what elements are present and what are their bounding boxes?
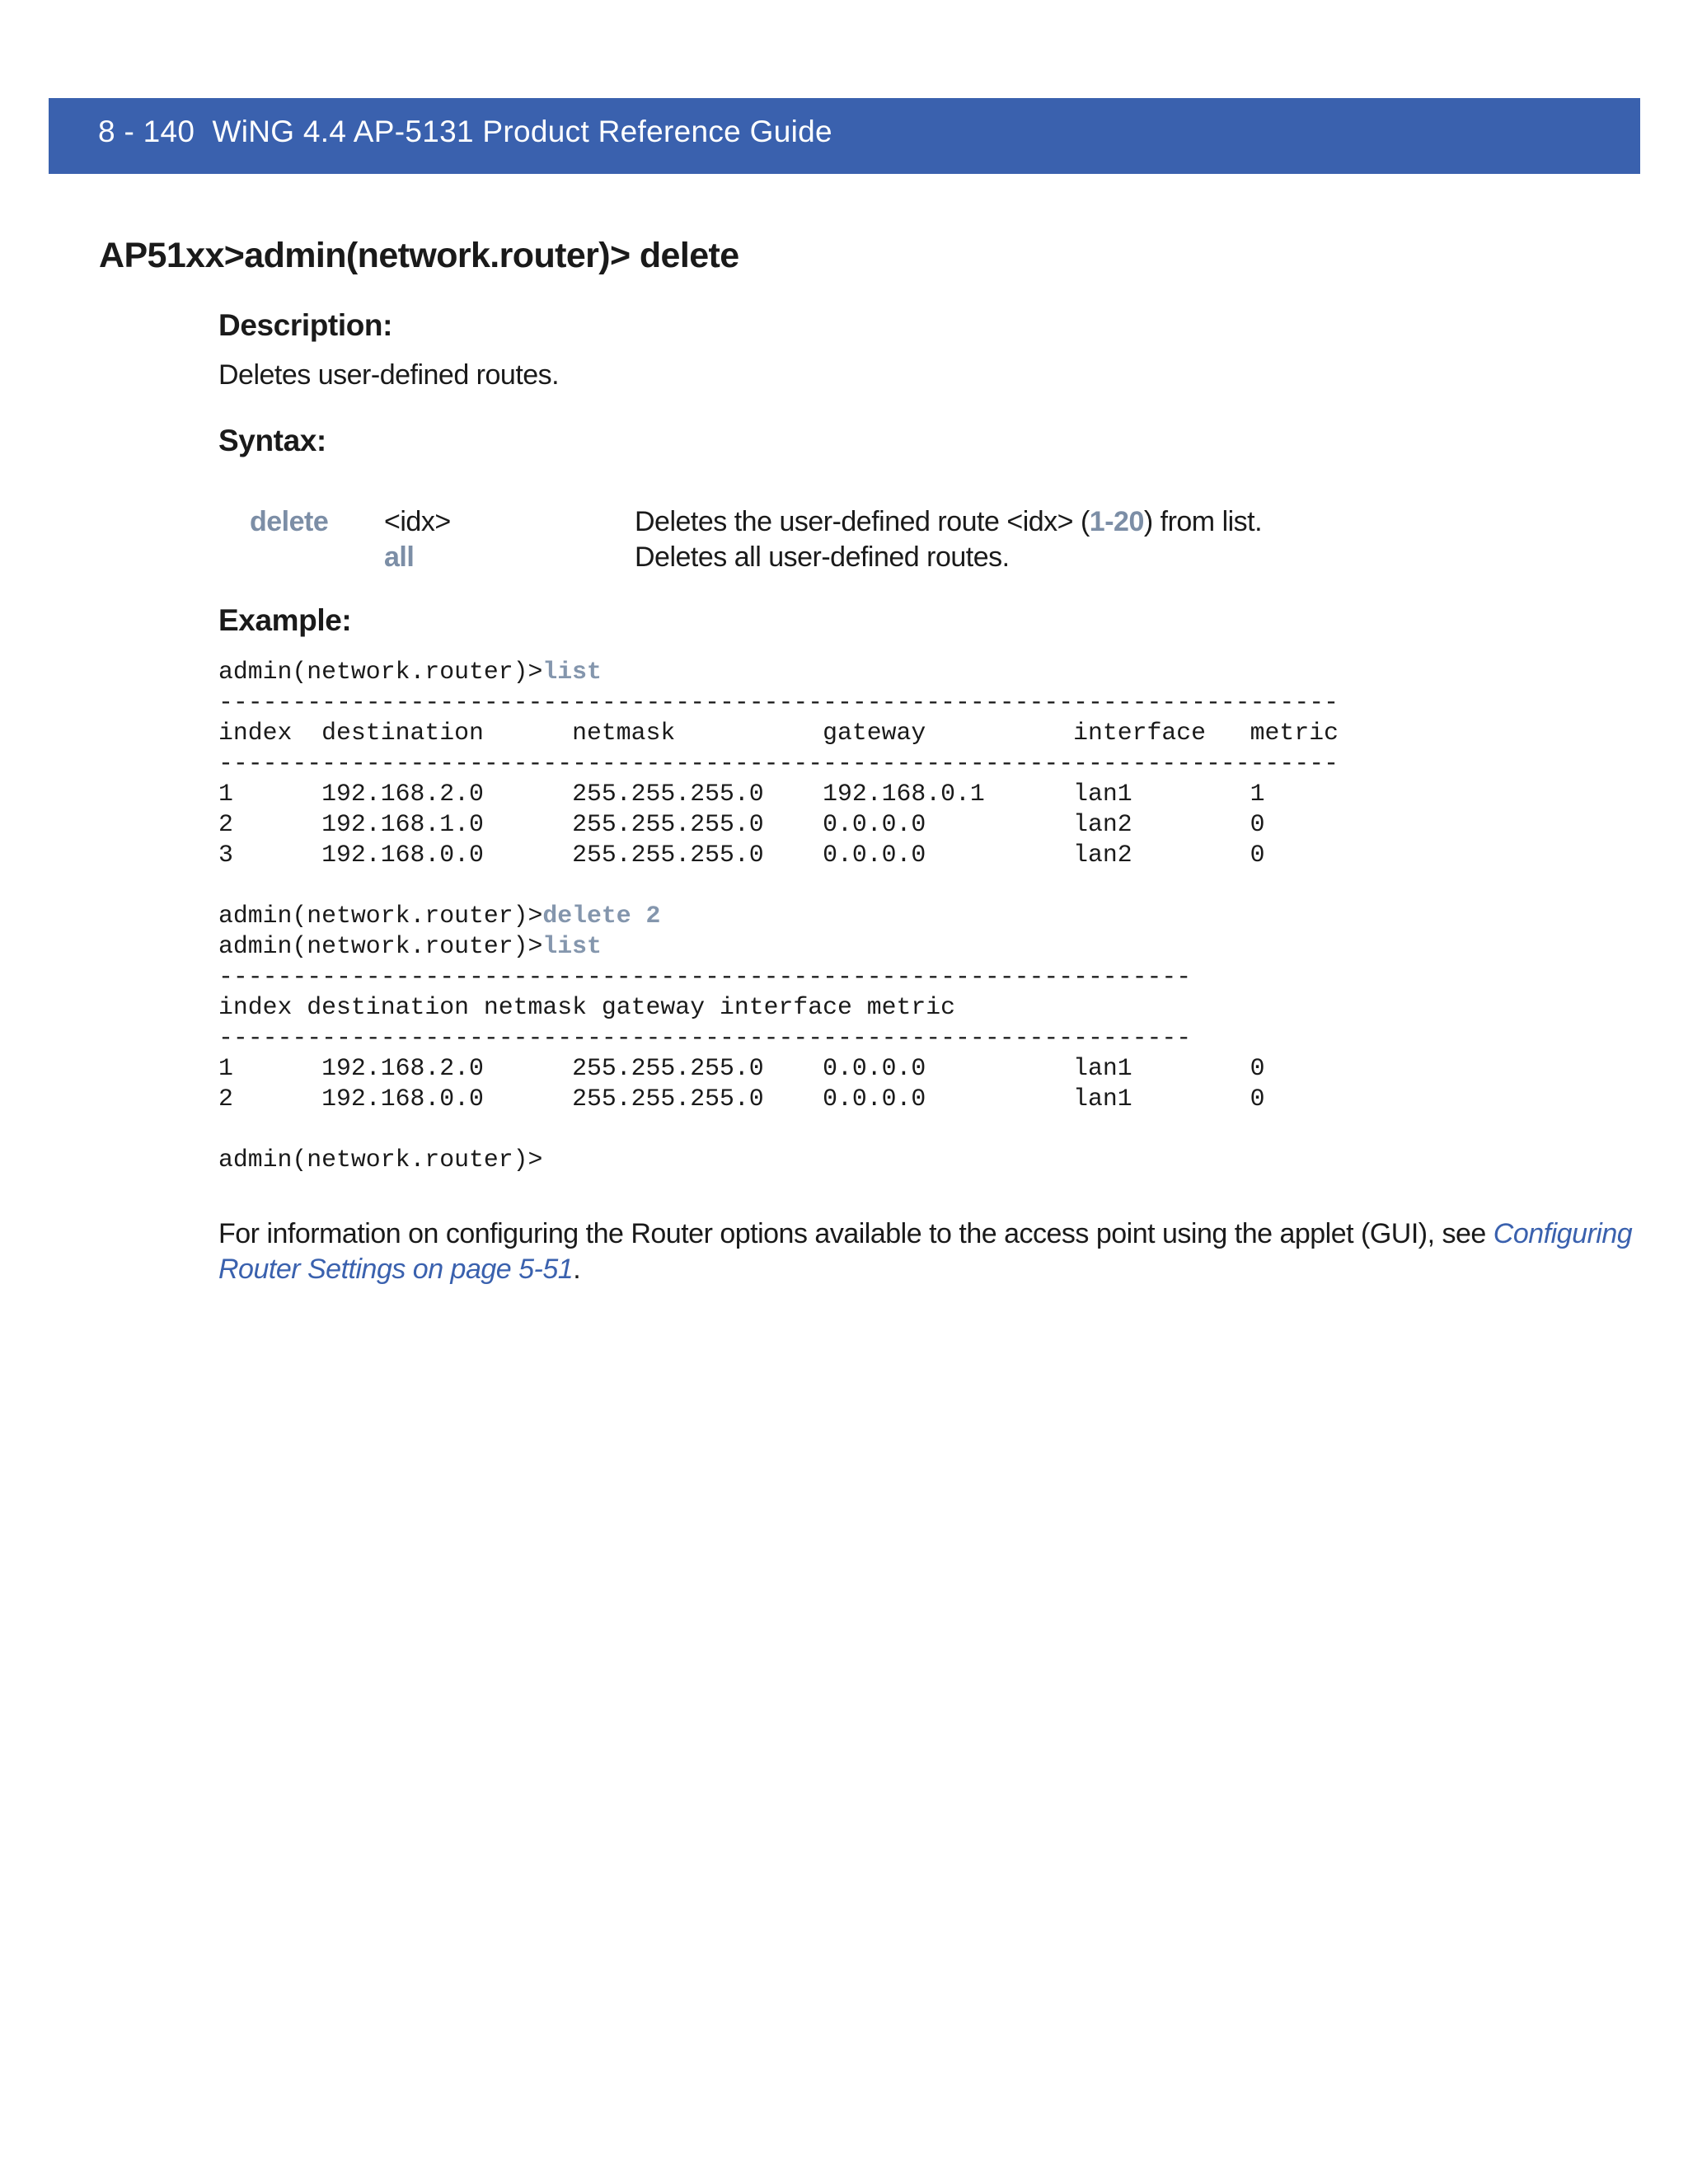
code-command-list: list <box>542 658 602 686</box>
footer-note-line1 <box>218 1218 1632 1250</box>
syntax-desc-idx-prefix: Deletes the user-defined route <idx> ( <box>635 506 1090 537</box>
code-separator: ---------------------------------------------------------------------------- <box>218 749 1339 777</box>
code-separator: ------------------------------------------------------------------ <box>218 963 1192 991</box>
code-command-list: list <box>542 932 602 960</box>
code-table-header: index destination netmask gateway interface metric <box>218 719 1339 747</box>
syntax-command: delete <box>250 506 329 537</box>
code-table-row: 2 192.168.1.0 255.255.255.0 0.0.0.0 lan2 0 <box>218 810 1265 838</box>
code-separator: ---------------------------------------------------------------------------- <box>218 688 1339 716</box>
footer-note-text: For information on configuring the Router options available to the access point using the applet (GUI), see <box>218 1218 1493 1249</box>
code-blank-line <box>218 870 1339 901</box>
code-line-final-prompt: admin(network.router)> <box>218 1146 543 1174</box>
router-settings-page-link[interactable]: Router Settings on page 5-51 <box>218 1254 574 1285</box>
code-table-row: 1 192.168.2.0 255.255.255.0 192.168.0.1 lan1 1 <box>218 780 1265 808</box>
code-line-prompt-list <box>218 657 1339 687</box>
syntax-range-sep: - <box>1104 506 1114 537</box>
example-heading: Example: <box>218 603 352 637</box>
page-header-band <box>49 98 1640 174</box>
code-separator: ------------------------------------------------------------------ <box>218 1024 1192 1052</box>
code-table-row: 3 192.168.0.0 255.255.255.0 0.0.0.0 lan2 0 <box>218 841 1265 869</box>
code-blank-line <box>218 1114 1339 1145</box>
page-header-label <box>98 115 832 149</box>
code-command-delete: delete 2 <box>542 902 661 930</box>
code-prompt: admin(network.router)> <box>218 902 543 930</box>
syntax-param-idx: <idx> <box>384 506 451 537</box>
code-prompt: admin(network.router)> <box>218 658 543 686</box>
page-number: 8 - 140 <box>98 115 195 148</box>
footer-note-end: . <box>573 1254 581 1285</box>
code-table-row: 1 192.168.2.0 255.255.255.0 0.0.0.0 lan1 0 <box>218 1054 1265 1082</box>
code-table-row: 2 192.168.0.0 255.255.255.0 0.0.0.0 lan1 0 <box>218 1085 1265 1113</box>
guide-title: WiNG 4.4 AP-5131 Product Reference Guide <box>212 115 832 148</box>
description-text: Deletes user-defined routes. <box>218 359 560 391</box>
code-line-prompt-delete <box>218 901 1339 931</box>
code-table-header: index destination netmask gateway interface metric <box>218 993 956 1021</box>
syntax-desc-idx <box>635 506 1262 538</box>
syntax-desc-idx-suffix: ) from list. <box>1143 506 1263 537</box>
syntax-range-end: 20 <box>1114 506 1144 537</box>
syntax-range-start: 1 <box>1089 506 1105 537</box>
syntax-heading: Syntax: <box>218 424 326 457</box>
page-title: AP51xx>admin(network.router)> delete <box>99 236 739 275</box>
syntax-desc-all: Deletes all user-defined routes. <box>635 541 1010 573</box>
code-line-prompt-list <box>218 931 1339 962</box>
configuring-router-link[interactable]: Configuring <box>1493 1218 1633 1249</box>
code-prompt: admin(network.router)> <box>218 932 543 960</box>
example-code-block <box>218 657 1339 1175</box>
syntax-param-all: all <box>384 541 415 573</box>
description-heading: Description: <box>218 308 393 342</box>
footer-note-line2 <box>218 1254 580 1286</box>
